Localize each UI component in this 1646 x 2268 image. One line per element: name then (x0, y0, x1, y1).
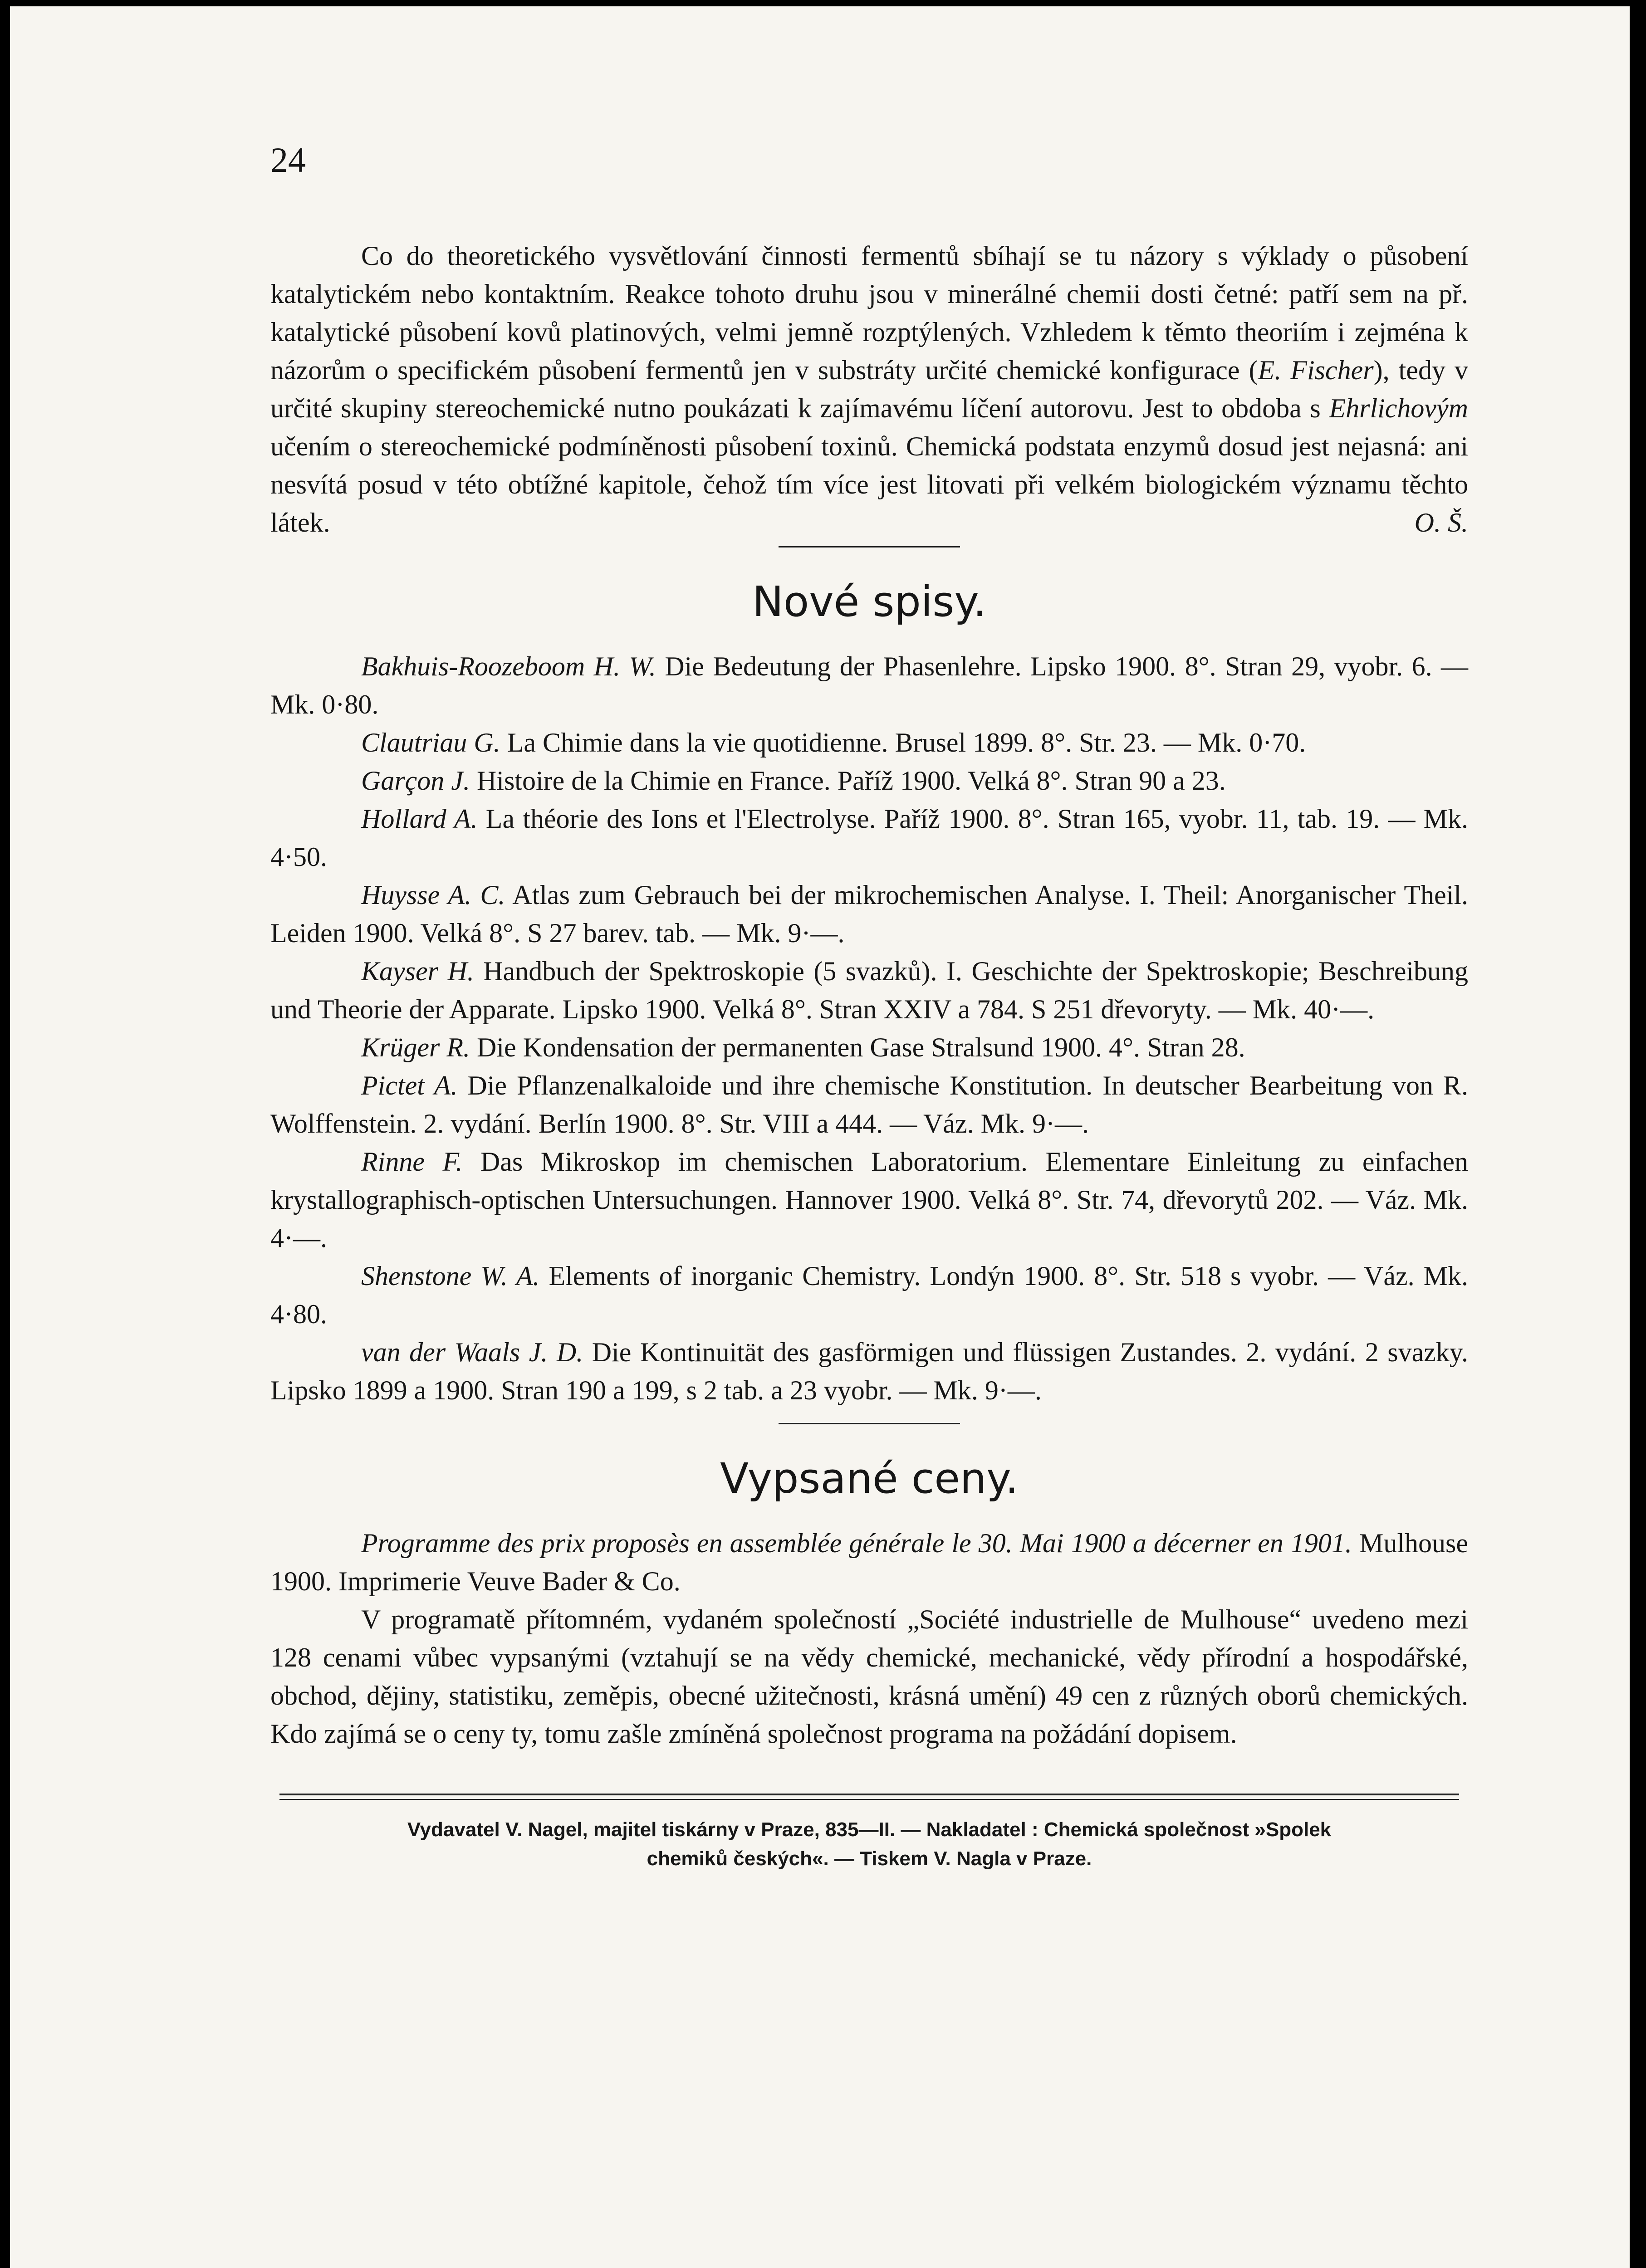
imprint-line-2: chemiků českých«. — Tiskem V. Nagla v Praze. (647, 1848, 1092, 1870)
publication-details: Die Pflanzenalkaloide und ihre chemische Konstitution. In deutscher Bearbeitung von R. Wolffenstein. 2. vydání. Berlín 1900. 8°. Str. VIII a 444. — Váz. Mk. 9·—. (270, 1070, 1469, 1139)
publication-author: Huysse A. C. (361, 880, 505, 910)
section-divider (779, 1423, 960, 1424)
publication-author: Garçon J. (361, 766, 470, 796)
publication-entry (270, 1066, 1468, 1143)
publication-author: Shenstone W. A. (361, 1261, 540, 1291)
publication-details: Die Kondensation der permanenten Gase Stralsund 1900. 4°. Stran 28. (470, 1032, 1245, 1062)
publication-entry (270, 800, 1468, 876)
publication-details: La théorie des Ions et l'Electrolyse. Paříž 1900. 8°. Stran 165, vyobr. 11, tab. 19. — Mk. 4·50. (270, 804, 1469, 872)
publication-entry (270, 723, 1468, 762)
footer-separator (270, 1794, 1468, 1800)
publication-entry (270, 1257, 1468, 1333)
footer-double-rule (279, 1794, 1459, 1800)
imprint-line-1: Vydavatel V. Nagel, majitel tiskárny v Praze, 835—II. — Nakladatel : Chemická společnost »Spolek (407, 1818, 1332, 1841)
publication-details: Das Mikroskop im chemischen Laboratorium. Elementare Einleitung zu einfachen krystallographisch-optischen Untersuchungen. Hannover 1900. Velká 8°. Str. 74, dřevorytů 202. — Váz. Mk. 4·—. (270, 1147, 1469, 1253)
publication-details: Handbuch der Spektroskopie (5 svazků). I. Geschichte der Spektroskopie; Beschreibung und Theorie der Apparate. Lipsko 1900. Velká 8°. Stran XXIV a 784. S 251 dřevoryty. — Mk. 40·—. (270, 956, 1469, 1024)
publication-author: Bakhuis-Roozeboom H. W. (361, 651, 656, 681)
publication-entry (270, 876, 1468, 952)
section-divider (779, 546, 960, 547)
intro-paragraph (270, 237, 1468, 542)
imprint-footer (270, 1815, 1468, 1873)
publication-entry (270, 1143, 1468, 1257)
ehrlich-name: Ehrlichovým (1329, 393, 1468, 423)
publication-author: Rinne F. (361, 1147, 463, 1177)
prize-program-citation (270, 1524, 1468, 1600)
fischer-name: E. Fischer (1258, 355, 1374, 385)
publication-entry (270, 647, 1468, 723)
publication-details: La Chimie dans la vie quotidienne. Brusel 1899. 8°. Str. 23. — Mk. 0·70. (500, 728, 1306, 758)
intro-text-start: Co do theoretického vysvětlování činnosti fermentů sbíhají se tu názory s výklady o působení katalytickém nebo kontaktním. Reakce tohoto druhu jsou v minerálné chemii dosti četné: patří sem na př. katalytické působení kovů platinových, velmi jemně rozptýlených. Vzhledem k těmto theoriím i zejména k názorům o specifickém působení fermentů jen v substráty určité chemické konfigurace ( (270, 241, 1468, 385)
publication-author: van der Waals J. D. (361, 1337, 583, 1367)
publication-entry (270, 952, 1468, 1028)
prizes-heading: Vypsané ceny. (720, 1454, 1019, 1503)
publication-author: Pictet A. (361, 1070, 458, 1100)
publication-author: Krüger R. (361, 1032, 470, 1062)
intro-text-mid: ), tedy v určité skupiny stereochemické nutno poukázati k zajímavému líčení autorovu. Jest to obdoba s (270, 355, 1469, 423)
page-number: 24 (270, 140, 306, 180)
new-publications-heading: Nové spisy. (752, 577, 986, 626)
publication-entry (270, 1028, 1468, 1066)
publication-author: Kayser H. (361, 956, 474, 986)
document-page (10, 6, 1630, 2268)
publication-details: Atlas zum Gebrauch bei der mikrochemischen Analyse. I. Theil: Anorganischer Theil. Leiden 1900. Velká 8°. S 27 barev. tab. — Mk. 9·—. (270, 880, 1468, 948)
publication-entry (270, 762, 1468, 800)
publication-details: Elements of inorganic Chemistry. Londýn 1900. 8°. Str. 518 s vyobr. — Váz. Mk. 4·80. (270, 1261, 1468, 1329)
publication-entry (270, 1333, 1468, 1409)
review-signature: O. Š. (1414, 508, 1468, 538)
publication-details: Die Kontinuität des gasförmigen und flüssigen Zustandes. 2. vydání. 2 svazky. Lipsko 1899 a 1900. Stran 190 a 199, s 2 tab. a 23 vyobr. — Mk. 9·—. (270, 1337, 1469, 1405)
publication-author: Clautriau G. (361, 728, 500, 758)
prize-paragraph: V programatě přítomném, vydaném společností „Société industrielle de Mulhouse“ uvedeno mezi 128 cenami vůbec vypsanými (vztahují se na vědy chemické, mechanické, vědy přírodní a hospodářské, obchod, dějiny, statistiku, zeměpis, obecné užitečnosti, krásná umění) 49 cen z různých oborů chemických. Kdo zajímá se o ceny ty, tomu zašle zmíněná společnost programa na požádání dopisem. (270, 1604, 1468, 1749)
page-content (270, 237, 1468, 1873)
prize-program-title: Programme des prix proposès en assemblée générale le 30. Mai 1900 a décerner en 1901. (361, 1528, 1352, 1558)
publication-list (270, 647, 1468, 1409)
publication-details: Die Bedeutung der Phasenlehre. Lipsko 1900. 8°. Stran 29, vyobr. 6. — Mk. 0·80. (270, 651, 1468, 719)
publication-author: Hollard A. (361, 804, 478, 834)
intro-text-end: učením o stereochemické podmíněnosti působení toxinů. Chemická podstata enzymů dosud jest nejasná: ani nesvítá posud v této obtížné kapitole, čehož tím více jest litovati při velkém biologickém významu těchto látek. (270, 431, 1468, 538)
publication-details: Histoire de la Chimie en France. Paříž 1900. Velká 8°. Stran 90 a 23. (470, 766, 1226, 796)
prize-program-publisher: Mulhouse 1900. Imprimerie Veuve Bader & Co. (270, 1528, 1469, 1596)
